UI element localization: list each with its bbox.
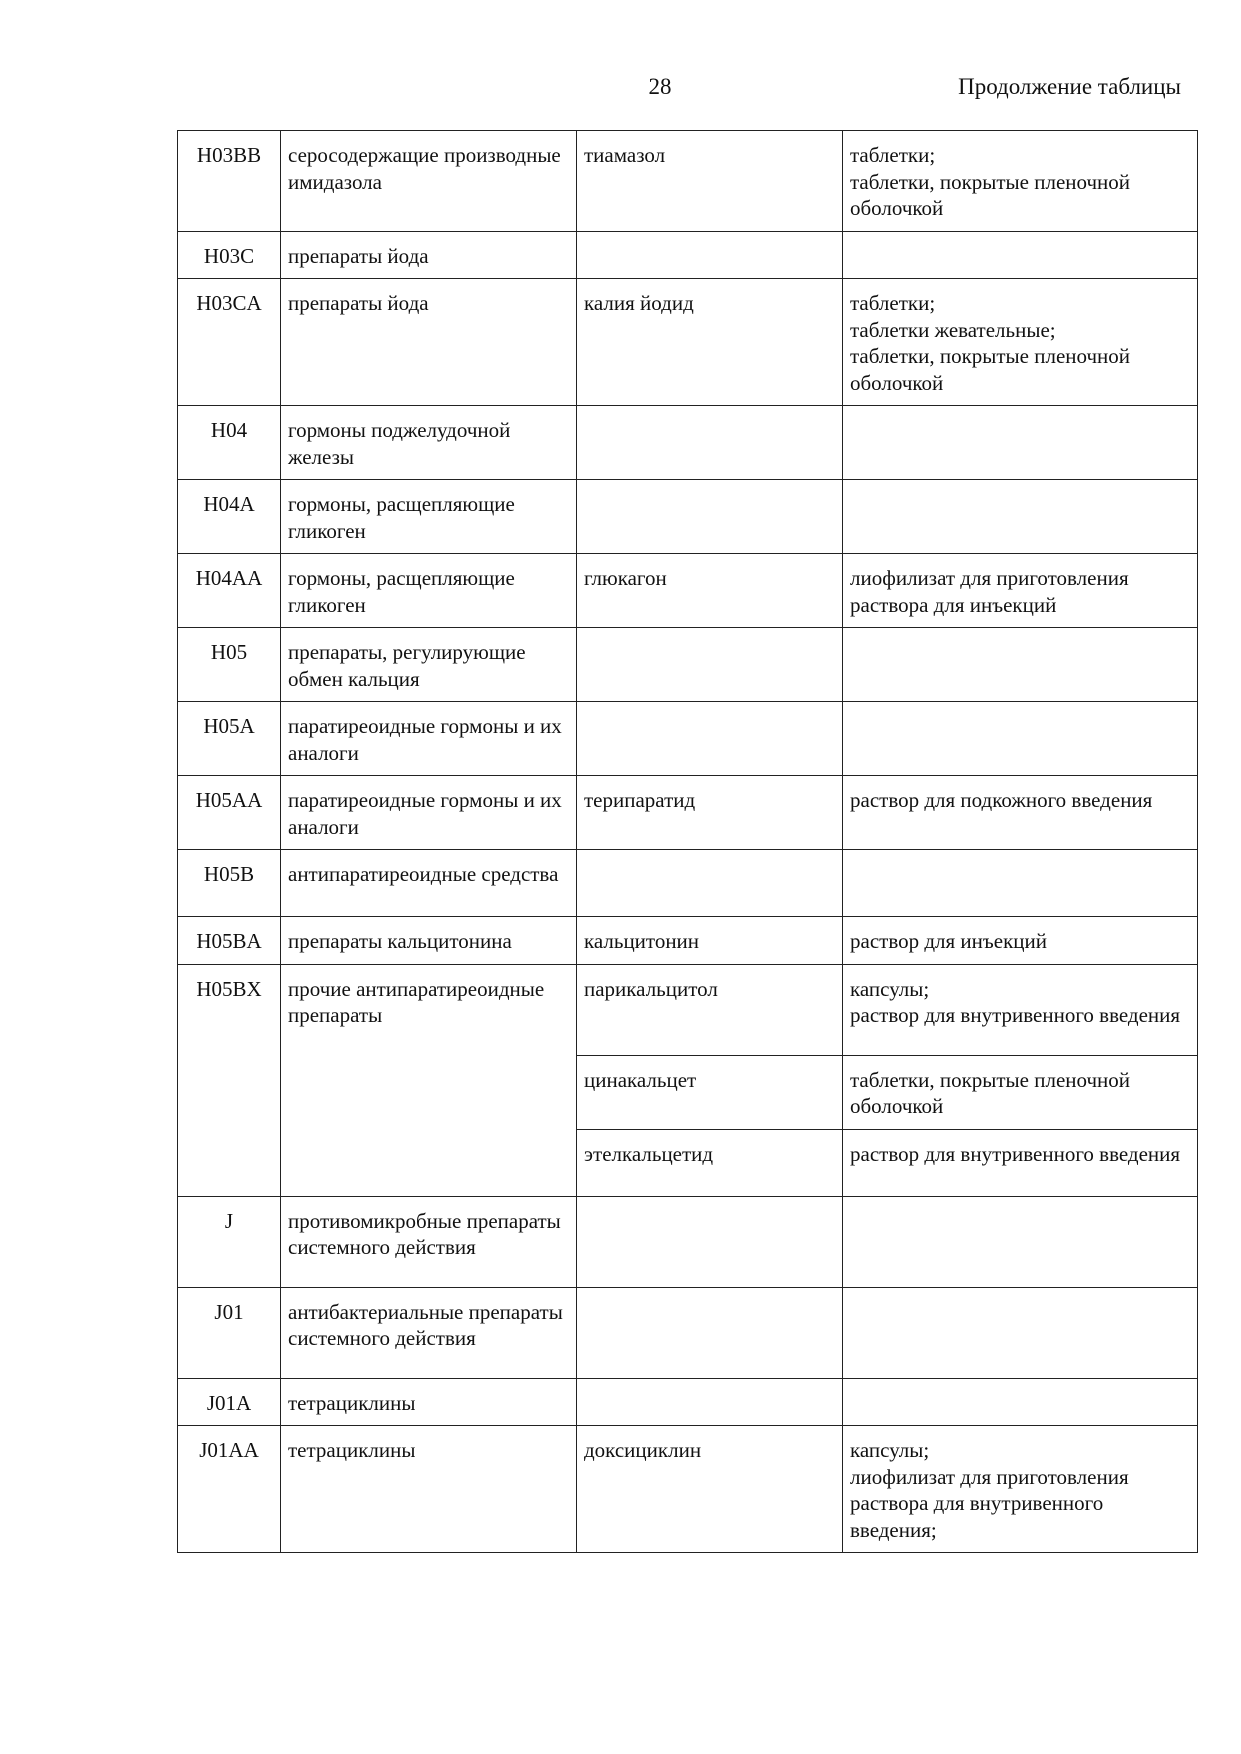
page-number: 28 bbox=[648, 74, 672, 99]
drug-name bbox=[577, 406, 843, 480]
group-name: паратиреоидные гормоны и их аналоги bbox=[281, 702, 577, 776]
dosage-forms bbox=[843, 964, 1198, 1055]
atc-code: J bbox=[178, 1196, 281, 1287]
atc-code: J01AA bbox=[178, 1426, 281, 1553]
dosage-forms bbox=[843, 1378, 1198, 1426]
table-row bbox=[178, 279, 1198, 406]
group-name: антибактериальные препараты системного действия bbox=[281, 1287, 577, 1378]
dosage-forms bbox=[843, 1287, 1198, 1378]
dosage-forms bbox=[843, 776, 1198, 850]
drug-name: цинакальцет bbox=[577, 1055, 843, 1129]
drug-name bbox=[577, 702, 843, 776]
atc-code: H03CA bbox=[178, 279, 281, 406]
atc-code: H05BX bbox=[178, 964, 281, 1196]
atc-code: H05 bbox=[178, 628, 281, 702]
table-row bbox=[178, 1287, 1198, 1378]
atc-code: H04AA bbox=[178, 554, 281, 628]
dosage-forms bbox=[843, 480, 1198, 554]
atc-code: H05B bbox=[178, 850, 281, 917]
group-name: серосодержащие производные имидазола bbox=[281, 131, 577, 232]
table-row bbox=[178, 554, 1198, 628]
drug-name bbox=[577, 231, 843, 279]
drug-name bbox=[577, 850, 843, 917]
atc-code: H04A bbox=[178, 480, 281, 554]
table-row bbox=[178, 480, 1198, 554]
table-row bbox=[178, 1196, 1198, 1287]
atc-code: H05BA bbox=[178, 917, 281, 965]
dosage-form: раствор для инъекций bbox=[850, 929, 1047, 953]
drug-name bbox=[577, 628, 843, 702]
table-row bbox=[178, 964, 1198, 1055]
table-row bbox=[178, 850, 1198, 917]
drug-name: этелкальцетид bbox=[577, 1129, 843, 1196]
atc-code: H05AA bbox=[178, 776, 281, 850]
atc-code: H03BB bbox=[178, 131, 281, 232]
table-row bbox=[178, 776, 1198, 850]
group-name: тетрациклины bbox=[281, 1426, 577, 1553]
dosage-forms bbox=[843, 1129, 1198, 1196]
dosage-form: капсулы; bbox=[850, 976, 930, 1001]
atc-code: J01 bbox=[178, 1287, 281, 1378]
atc-code: J01A bbox=[178, 1378, 281, 1426]
dosage-forms bbox=[843, 131, 1198, 232]
drug-name bbox=[577, 1287, 843, 1378]
table-row bbox=[178, 702, 1198, 776]
dosage-forms bbox=[843, 231, 1198, 279]
group-name: препараты, регулирующие обмен кальция bbox=[281, 628, 577, 702]
dosage-form: лиофилизат для приготовления раствора для внутривенного введения; bbox=[850, 1464, 1129, 1542]
drug-name: терипаратид bbox=[577, 776, 843, 850]
group-name: препараты кальцитонина bbox=[281, 917, 577, 965]
dosage-form: таблетки, покрытые пленочной оболочкой bbox=[850, 344, 1131, 395]
dosage-form: капсулы; bbox=[850, 1438, 930, 1462]
drug-name: парикальцитол bbox=[577, 964, 843, 1055]
drug-name: доксициклин bbox=[577, 1426, 843, 1553]
group-name: гормоны, расщепляющие гликоген bbox=[281, 480, 577, 554]
dosage-form: таблетки, покрытые пленочной оболочкой bbox=[850, 1067, 1131, 1118]
table-row bbox=[178, 1378, 1198, 1426]
table-row bbox=[178, 917, 1198, 965]
atc-code: H04 bbox=[178, 406, 281, 480]
dosage-form: таблетки жевательные; bbox=[850, 317, 1056, 342]
table-row bbox=[178, 406, 1198, 480]
drug-name: калия йодид bbox=[577, 279, 843, 406]
dosage-forms bbox=[843, 279, 1198, 406]
dosage-form: таблетки; bbox=[850, 143, 936, 167]
group-name: паратиреоидные гормоны и их аналоги bbox=[281, 776, 577, 850]
table-row bbox=[178, 628, 1198, 702]
table-continuation-label: Продолжение таблицы bbox=[958, 74, 1181, 99]
dosage-forms bbox=[843, 850, 1198, 917]
drug-name bbox=[577, 1378, 843, 1426]
dosage-forms bbox=[843, 628, 1198, 702]
group-name: гормоны поджелудочной железы bbox=[281, 406, 577, 480]
table-row bbox=[178, 1426, 1198, 1553]
dosage-forms bbox=[843, 1196, 1198, 1287]
dosage-form: лиофилизат для приготовления раствора для инъекций bbox=[850, 566, 1129, 617]
dosage-forms bbox=[843, 554, 1198, 628]
drug-table bbox=[177, 130, 1198, 1553]
dosage-forms bbox=[843, 406, 1198, 480]
table-row bbox=[178, 131, 1198, 232]
dosage-form: таблетки; bbox=[850, 291, 936, 315]
dosage-forms bbox=[843, 917, 1198, 965]
dosage-form: раствор для внутривенного введения bbox=[850, 1141, 1181, 1166]
atc-code: H05A bbox=[178, 702, 281, 776]
group-name: препараты йода bbox=[281, 231, 577, 279]
table-row bbox=[178, 231, 1198, 279]
drug-name bbox=[577, 1196, 843, 1287]
dosage-forms bbox=[843, 1055, 1198, 1129]
dosage-form: раствор для внутривенного введения bbox=[850, 1003, 1181, 1027]
drug-name: глюкагон bbox=[577, 554, 843, 628]
dosage-form: таблетки, покрытые пленочной оболочкой bbox=[850, 169, 1131, 220]
group-name: тетрациклины bbox=[281, 1378, 577, 1426]
atc-code: H03C bbox=[178, 231, 281, 279]
group-name: препараты йода bbox=[281, 279, 577, 406]
dosage-forms bbox=[843, 1426, 1198, 1553]
group-name: антипаратиреоидные средства bbox=[281, 850, 577, 917]
group-name: противомикробные препараты системного действия bbox=[281, 1196, 577, 1287]
drug-name bbox=[577, 480, 843, 554]
dosage-form: раствор для подкожного введения bbox=[850, 788, 1153, 812]
group-name: гормоны, расщепляющие гликоген bbox=[281, 554, 577, 628]
drug-name: тиамазол bbox=[577, 131, 843, 232]
group-name: прочие антипаратиреоидные препараты bbox=[281, 964, 577, 1196]
dosage-forms bbox=[843, 702, 1198, 776]
drug-name: кальцитонин bbox=[577, 917, 843, 965]
